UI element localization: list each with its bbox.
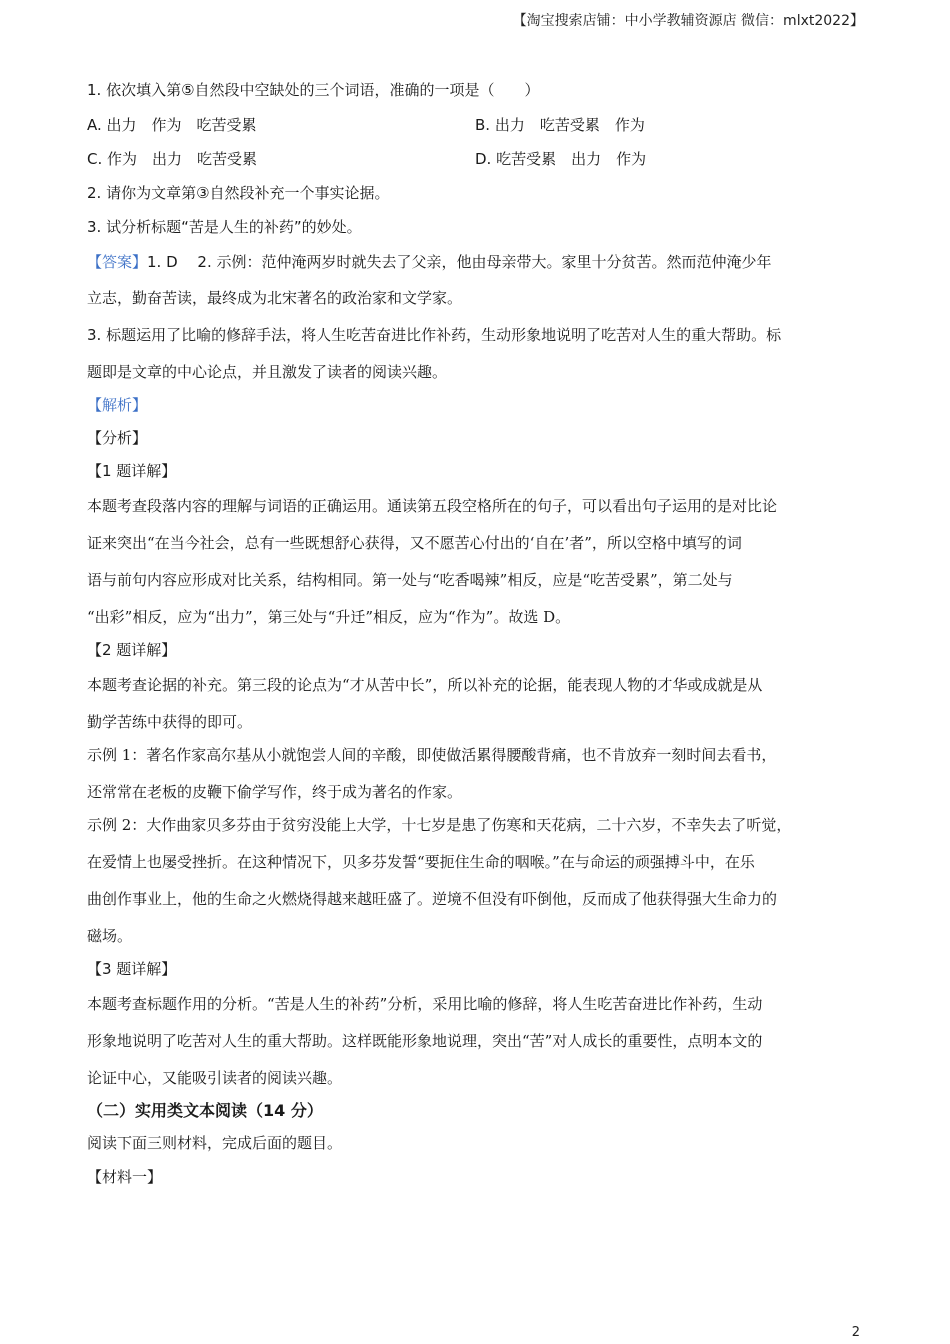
- answer-line-3: 3. 标题运用了比喻的修辞手法，将人生吃苦奋进比作补药，生动形象地说明了吃苦对人生的重大帮助。标: [87, 326, 782, 344]
- answer-line-4: 题即是文章的中心论点，并且激发了读者的阅读兴趣。: [87, 363, 448, 381]
- answer-line-2: 立志，勤奋苦读，最终成为北宋著名的政治家和文学家。: [87, 289, 463, 307]
- analysis-label: 【解析】: [87, 396, 148, 414]
- choices-row-1: [87, 115, 863, 135]
- q1-detail-line-4: “出彩”相反，应为“出力”，第三处与“升迁”相反，应为“作为”。故选 D。: [87, 608, 571, 626]
- option-b: B. 出力 吃苦受累 作为: [475, 116, 645, 134]
- answer-text-1: 1. D 2. 示例：范仲淹两岁时就失去了父亲，他由母亲带大。家里十分贫苦。然而范仲淹少年: [147, 253, 772, 271]
- q2-detail-title: 【2 题详解】: [87, 641, 177, 659]
- example-2-line-4: 磁场。: [87, 927, 133, 945]
- q1-detail-line-2: 证来突出“在当今社会，总有一些既想舒心获得，又不愿苦心付出的‘自在’者”，所以空格中填写的词: [87, 534, 742, 552]
- question-3: 3. 试分析标题“苦是人生的补药”的妙处。: [87, 218, 362, 236]
- answer-line-1: [87, 252, 863, 272]
- q2-detail-line-1: 本题考查论据的补充。第三段的论点为“才从苦中长”，所以补充的论据，能表现人物的才华或成就是从: [87, 676, 763, 694]
- example-2-line-3: 曲创作事业上，他的生命之火燃烧得越来越旺盛了。逆境不但没有吓倒他，反而成了他获得强大生命力的: [87, 890, 778, 908]
- page-header: 【淘宝搜索店铺：中小学教辅资源店 微信：mlxt2022】: [512, 13, 864, 29]
- choices-row-2: [87, 149, 863, 169]
- option-a: A. 出力 作为 吃苦受累: [87, 116, 257, 134]
- q1-detail-title: 【1 题详解】: [87, 462, 177, 480]
- q1-detail-line-3: 语与前句内容应形成对比关系，结构相同。第一处与“吃香喝辣”相反，应是“吃苦受累”，第二处与: [87, 571, 733, 589]
- question-2: 2. 请你为文章第③自然段补充一个事实论据。: [87, 184, 390, 202]
- q1-detail-line-1: 本题考查段落内容的理解与词语的正确运用。通读第五段空格所在的句子，可以看出句子运用的是对比论: [87, 497, 778, 515]
- option-d: D. 吃苦受累 出力 作为: [475, 150, 647, 168]
- q3-detail-line-1: 本题考查标题作用的分析。“苦是人生的补药”分析，采用比喻的修辞，将人生吃苦奋进比作补药，生动: [87, 995, 763, 1013]
- example-2-line-1: 示例 2：大作曲家贝多芬由于贫穷没能上大学，十七岁是患了伤寒和天花病，二十六岁，不幸失去了听觉，: [87, 816, 792, 834]
- material-1-label: 【材料一】: [87, 1168, 163, 1186]
- q3-detail-line-2: 形象地说明了吃苦对人生的重大帮助。这样既能形象地说理，突出“苦”对人成长的重要性，点明本文的: [87, 1032, 763, 1050]
- q2-detail-line-2: 勤学苦练中获得的即可。: [87, 713, 253, 731]
- answer-label: 【答案】: [87, 253, 148, 271]
- section-2-title: （二）实用类文本阅读（14 分）: [87, 1101, 323, 1120]
- question-1: 1. 依次填入第⑤自然段中空缺处的三个词语，准确的一项是（ ）: [87, 81, 540, 99]
- example-2-line-2: 在爱情上也屡受挫折。在这种情况下，贝多芬发誓“要扼住生命的咽喉。”在与命运的顽强搏斗中，在乐: [87, 853, 755, 871]
- q3-detail-line-3: 论证中心，又能吸引读者的阅读兴趣。: [87, 1069, 343, 1087]
- page-content: [87, 76, 863, 1187]
- q3-detail-title: 【3 题详解】: [87, 960, 177, 978]
- option-c: C. 作为 出力 吃苦受累: [87, 150, 258, 168]
- example-1-line-1: 示例 1：著名作家高尔基从小就饱尝人间的辛酸，即使做活累得腰酸背痛，也不肯放弃一刻时间去看书，: [87, 746, 777, 764]
- example-1-line-2: 还常常在老板的皮鞭下偷学写作，终于成为著名的作家。: [87, 783, 463, 801]
- section-2-instruction: 阅读下面三则材料，完成后面的题目。: [87, 1134, 343, 1152]
- analysis-heading: 【分析】: [87, 429, 148, 447]
- page-number: 2: [851, 1325, 860, 1340]
